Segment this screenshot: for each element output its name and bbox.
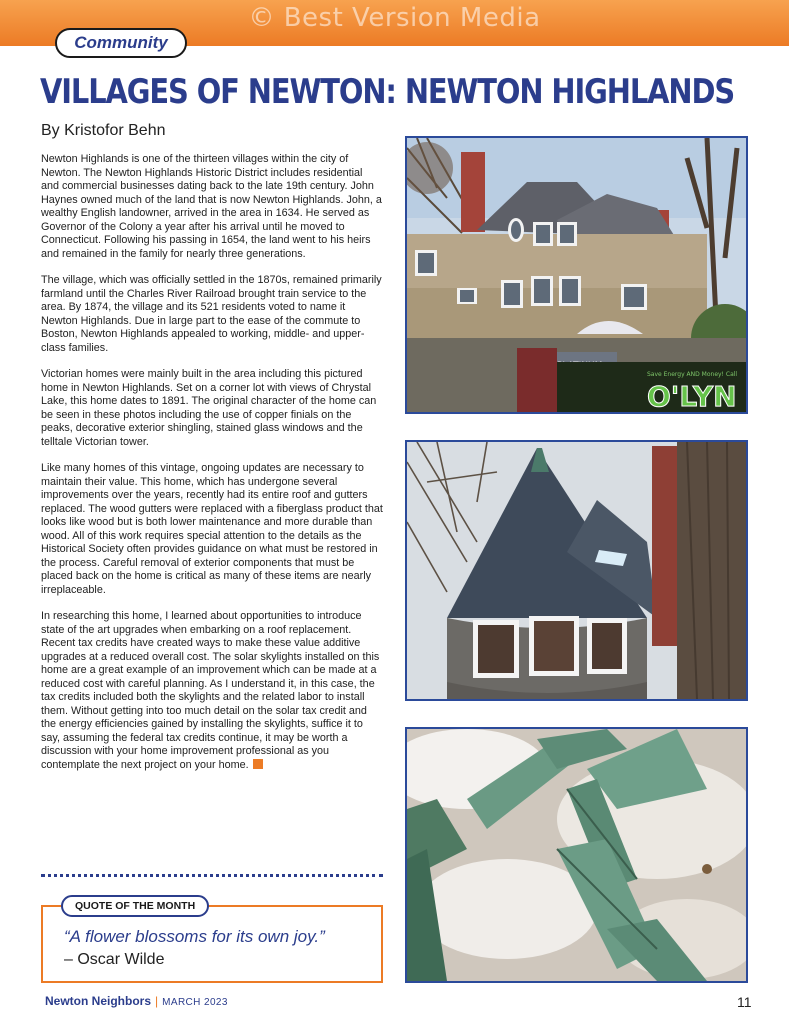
quote-label: QUOTE OF THE MONTH	[61, 895, 209, 917]
banner-text: O'LYN	[647, 380, 737, 412]
paragraph-last	[41, 610, 383, 772]
footer	[45, 994, 228, 1008]
quote-box	[41, 900, 383, 983]
page-number: 11	[737, 994, 752, 1010]
footer-separator: |	[155, 994, 159, 1008]
byline: By Kristofor Behn	[41, 122, 166, 139]
banner-subtext: Save Energy AND Money! Call	[647, 371, 738, 378]
end-mark-icon	[253, 759, 263, 769]
quote-author: – Oscar Wilde	[64, 951, 165, 968]
article-body	[41, 153, 383, 785]
watermark: © Best Version Media	[248, 3, 541, 33]
dotted-divider	[41, 874, 383, 877]
gutters-photo	[405, 727, 748, 983]
house-facade-photo	[405, 136, 748, 414]
issue-date: MARCH 2023	[162, 997, 228, 1008]
tower-roof-photo	[405, 440, 748, 701]
magazine-name: Newton Neighbors	[45, 994, 152, 1008]
section-tab: Community	[55, 28, 187, 58]
quote-text: “A flower blossoms for its own joy.”	[64, 927, 325, 946]
paragraph: Newton Highlands is one of the thirteen villages within the city of Newton. The Newton Highlands Historic District includes residential and commercial businesses dating back to the late 19th century. John Haynes owned much of the land that is now Newton Highlands. John, a wealthy English landowner, arrived in the area in 1634. He served as Governor of the Colony a year after his arrival until he moved to Connecticut. Following his passing in 1654, the land went to his heirs and remained in the family for nearly three generations.	[41, 153, 382, 260]
paragraph: The village, which was officially settled in the 1870s, remained primarily farmland until the Charles River Railroad brought train service to the area. By 1874, the village and its 521 residents voted to name it Newton Highlands. Due in large part to the ease of the commute to Boston, Newton Highlands appealed to working, middle- and upper-class families.	[41, 274, 382, 354]
article-title: VILLAGES OF NEWTON: NEWTON HIGHLANDS	[40, 72, 735, 112]
paragraph-text: In researching this home, I learned about opportunities to introduce state of the art upgrades when embarking on a roof replacement. Recent tax credits have created ways to make these value additive upgrades at a reduced overall cost. The solar skylights installed on this home are a great example of an improvement which can be made at a reduced cost with careful planning. As I understand it, in this case, the tax credits included both the skylights and the related labor to install them. Without getting into too much detail on the solar tax credit and the energy efficiencies gained by installing the skylights, suffice it to say, assuming the federal tax credits continue, it may be worth a discussion with your home improvement professional as you contemplate the next project on your home.	[41, 610, 380, 771]
paragraph: Like many homes of this vintage, ongoing updates are necessary to maintain their value. This home, which has undergone several improvements over the years, recently had its entire roof and gutters replaced. The wood gutters were replaced with a fiberglass product that looks like wood but is both lower maintenance and more durable than wood. All of this work requires special attention to the details as the Historical Society often provides guidance on what must be restored in the process. Careful removal of exterior components that must be placed back on the home is critical as many of these items are nearly irreplaceable.	[41, 462, 383, 596]
paragraph: Victorian homes were mainly built in the area including this pictured home in Newton Highlands. Set on a corner lot with views of Chrystal Lake, this home dates to 1891. The original character of the home can be seen in these photos including the use of copper finials on the peaks, decorative exterior shingling, stained glass windows and the telltale Victorian tower.	[41, 368, 377, 448]
